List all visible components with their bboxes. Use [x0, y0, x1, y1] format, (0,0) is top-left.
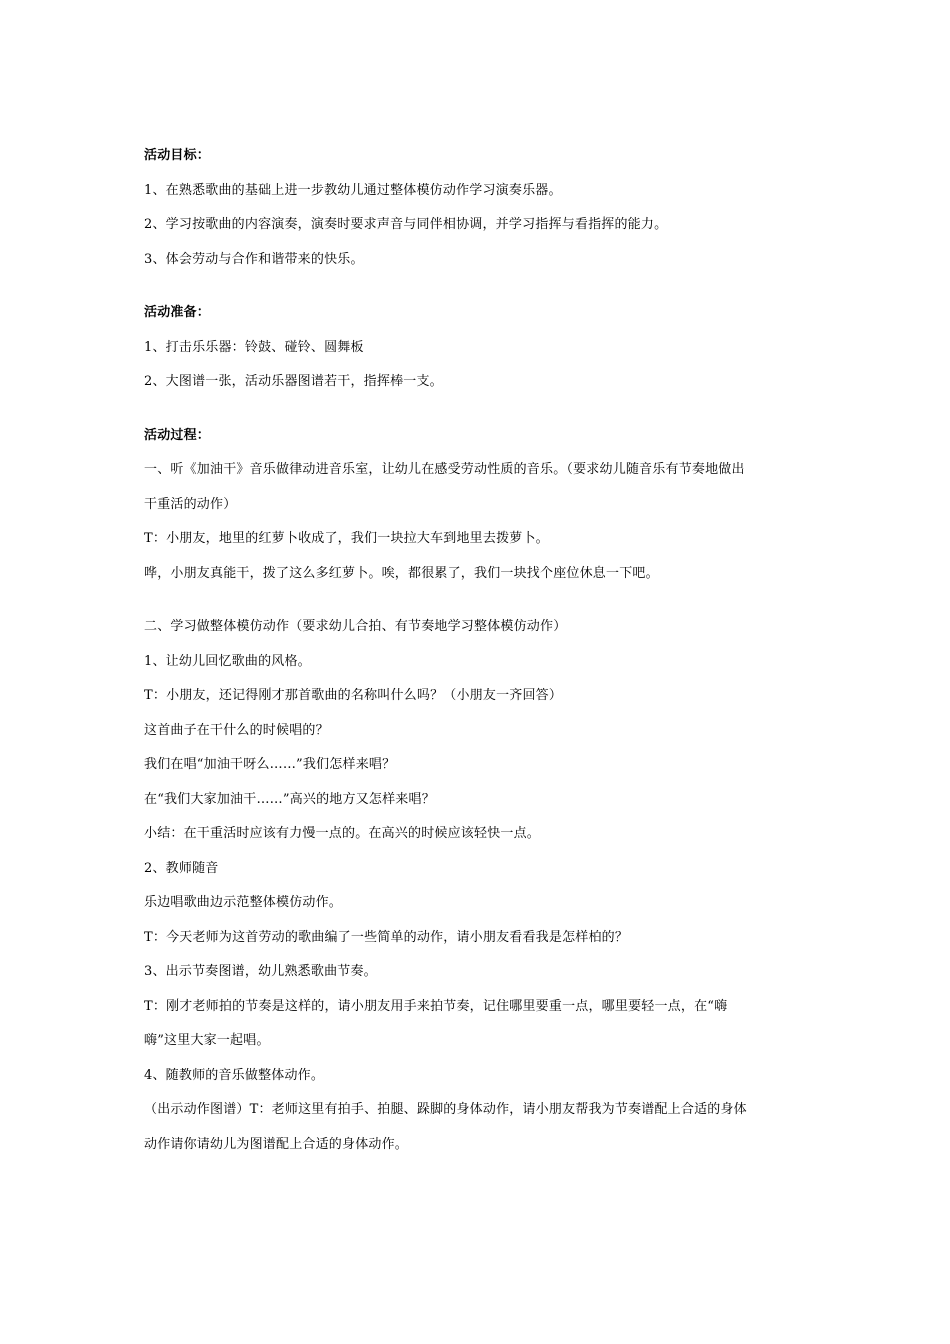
process-part2-line-5: 我们在唱“加油干呀么……”我们怎样来唱？ — [144, 757, 396, 772]
prep-item-1: 1、打击乐乐器：铃鼓、碰铃、圆舞板 — [144, 339, 364, 355]
process-part2-line-3: T：小朋友，还记得刚才那首歌曲的名称叫什么吗？（小朋友一齐回答） — [144, 688, 563, 703]
process-part1-line-3: T：小朋友，地里的红萝卜收成了，我们一块拉大车到地里去拨萝卜。 — [144, 531, 549, 546]
process-part2-line-8: 2、教师随音 — [144, 860, 219, 876]
process-part2-line-6: 在“我们大家加油干……”高兴的地方又怎样来唱？ — [144, 791, 435, 807]
process-part2-line-10: T：今天老师为这首劳动的歌曲编了一些简单的动作，请小朋友看看我是怎样柏的？ — [144, 929, 629, 945]
goal-item-3: 3、体会劳动与合作和谐带来的快乐。 — [144, 251, 364, 267]
process-part2-line-13: 嗨”这里大家一起唱。 — [144, 1033, 270, 1048]
process-part2-line-11: 3、出示节奏图谱，幼儿熟悉歌曲节奏。 — [144, 964, 377, 979]
process-heading: 活动过程： — [144, 427, 211, 443]
process-part2-line-12: T：刚才老师拍的节奏是这样的，请小朋友用手来拍节奏，记住哪里要重一点，哪里要轻一点，在“嗨 — [144, 998, 728, 1014]
process-part2-line-16: 动作请你请幼儿为图谱配上合适的身体动作。 — [144, 1136, 409, 1152]
section-spacer — [144, 598, 814, 617]
document-body — [144, 146, 814, 1169]
section-spacer — [144, 407, 814, 426]
section-spacer — [144, 284, 814, 303]
process-part1-line-2: 干重活的动作） — [144, 496, 237, 512]
prep-heading: 活动准备： — [144, 305, 211, 320]
goal-item-1: 1、在熟悉歌曲的基础上进一步教幼儿通过整体模仿动作学习演奏乐器。 — [144, 182, 562, 198]
process-part2-line-9: 乐边唱歌曲边示范整体模仿动作。 — [144, 895, 343, 910]
process-part2-line-15: （出示动作图谱）T：老师这里有拍手、拍腿、跺脚的身体动作，请小朋友帮我为节奏谱配上合适的身体 — [144, 1102, 747, 1117]
process-part2-line-1: 二、学习做整体模仿动作（要求幼儿合拍、有节奏地学习整体模仿动作） — [144, 619, 567, 634]
process-part2-line-14: 4、随教师的音乐做整体动作。 — [144, 1067, 325, 1083]
goal-item-2: 2、学习按歌曲的内容演奏，演奏时要求声音与同伴相协调，并学习指挥与看指挥的能力。 — [144, 217, 668, 232]
process-part2-line-7: 小结：在干重活时应该有力慢一点的。在高兴的时候应该轻快一点。 — [144, 826, 541, 841]
goals-heading: 活动目标： — [144, 148, 211, 163]
process-part2-line-4: 这首曲子在干什么的时候唱的？ — [144, 722, 329, 738]
prep-item-2: 2、大图谱一张，活动乐器图谱若干，指挥棒一支。 — [144, 374, 443, 389]
process-part2-line-2: 1、让幼儿回忆歌曲的风格。 — [144, 653, 311, 669]
process-part1-line-4: 哗，小朋友真能干，拨了这么多红萝卜。唉，都很累了，我们一块找个座位休息一下吧。 — [144, 565, 659, 581]
process-part1-line-1: 一、听《加油干》音乐做律动进音乐室，让幼儿在感受劳动性质的音乐。（要求幼儿随音乐有节奏地做出 — [144, 462, 745, 477]
